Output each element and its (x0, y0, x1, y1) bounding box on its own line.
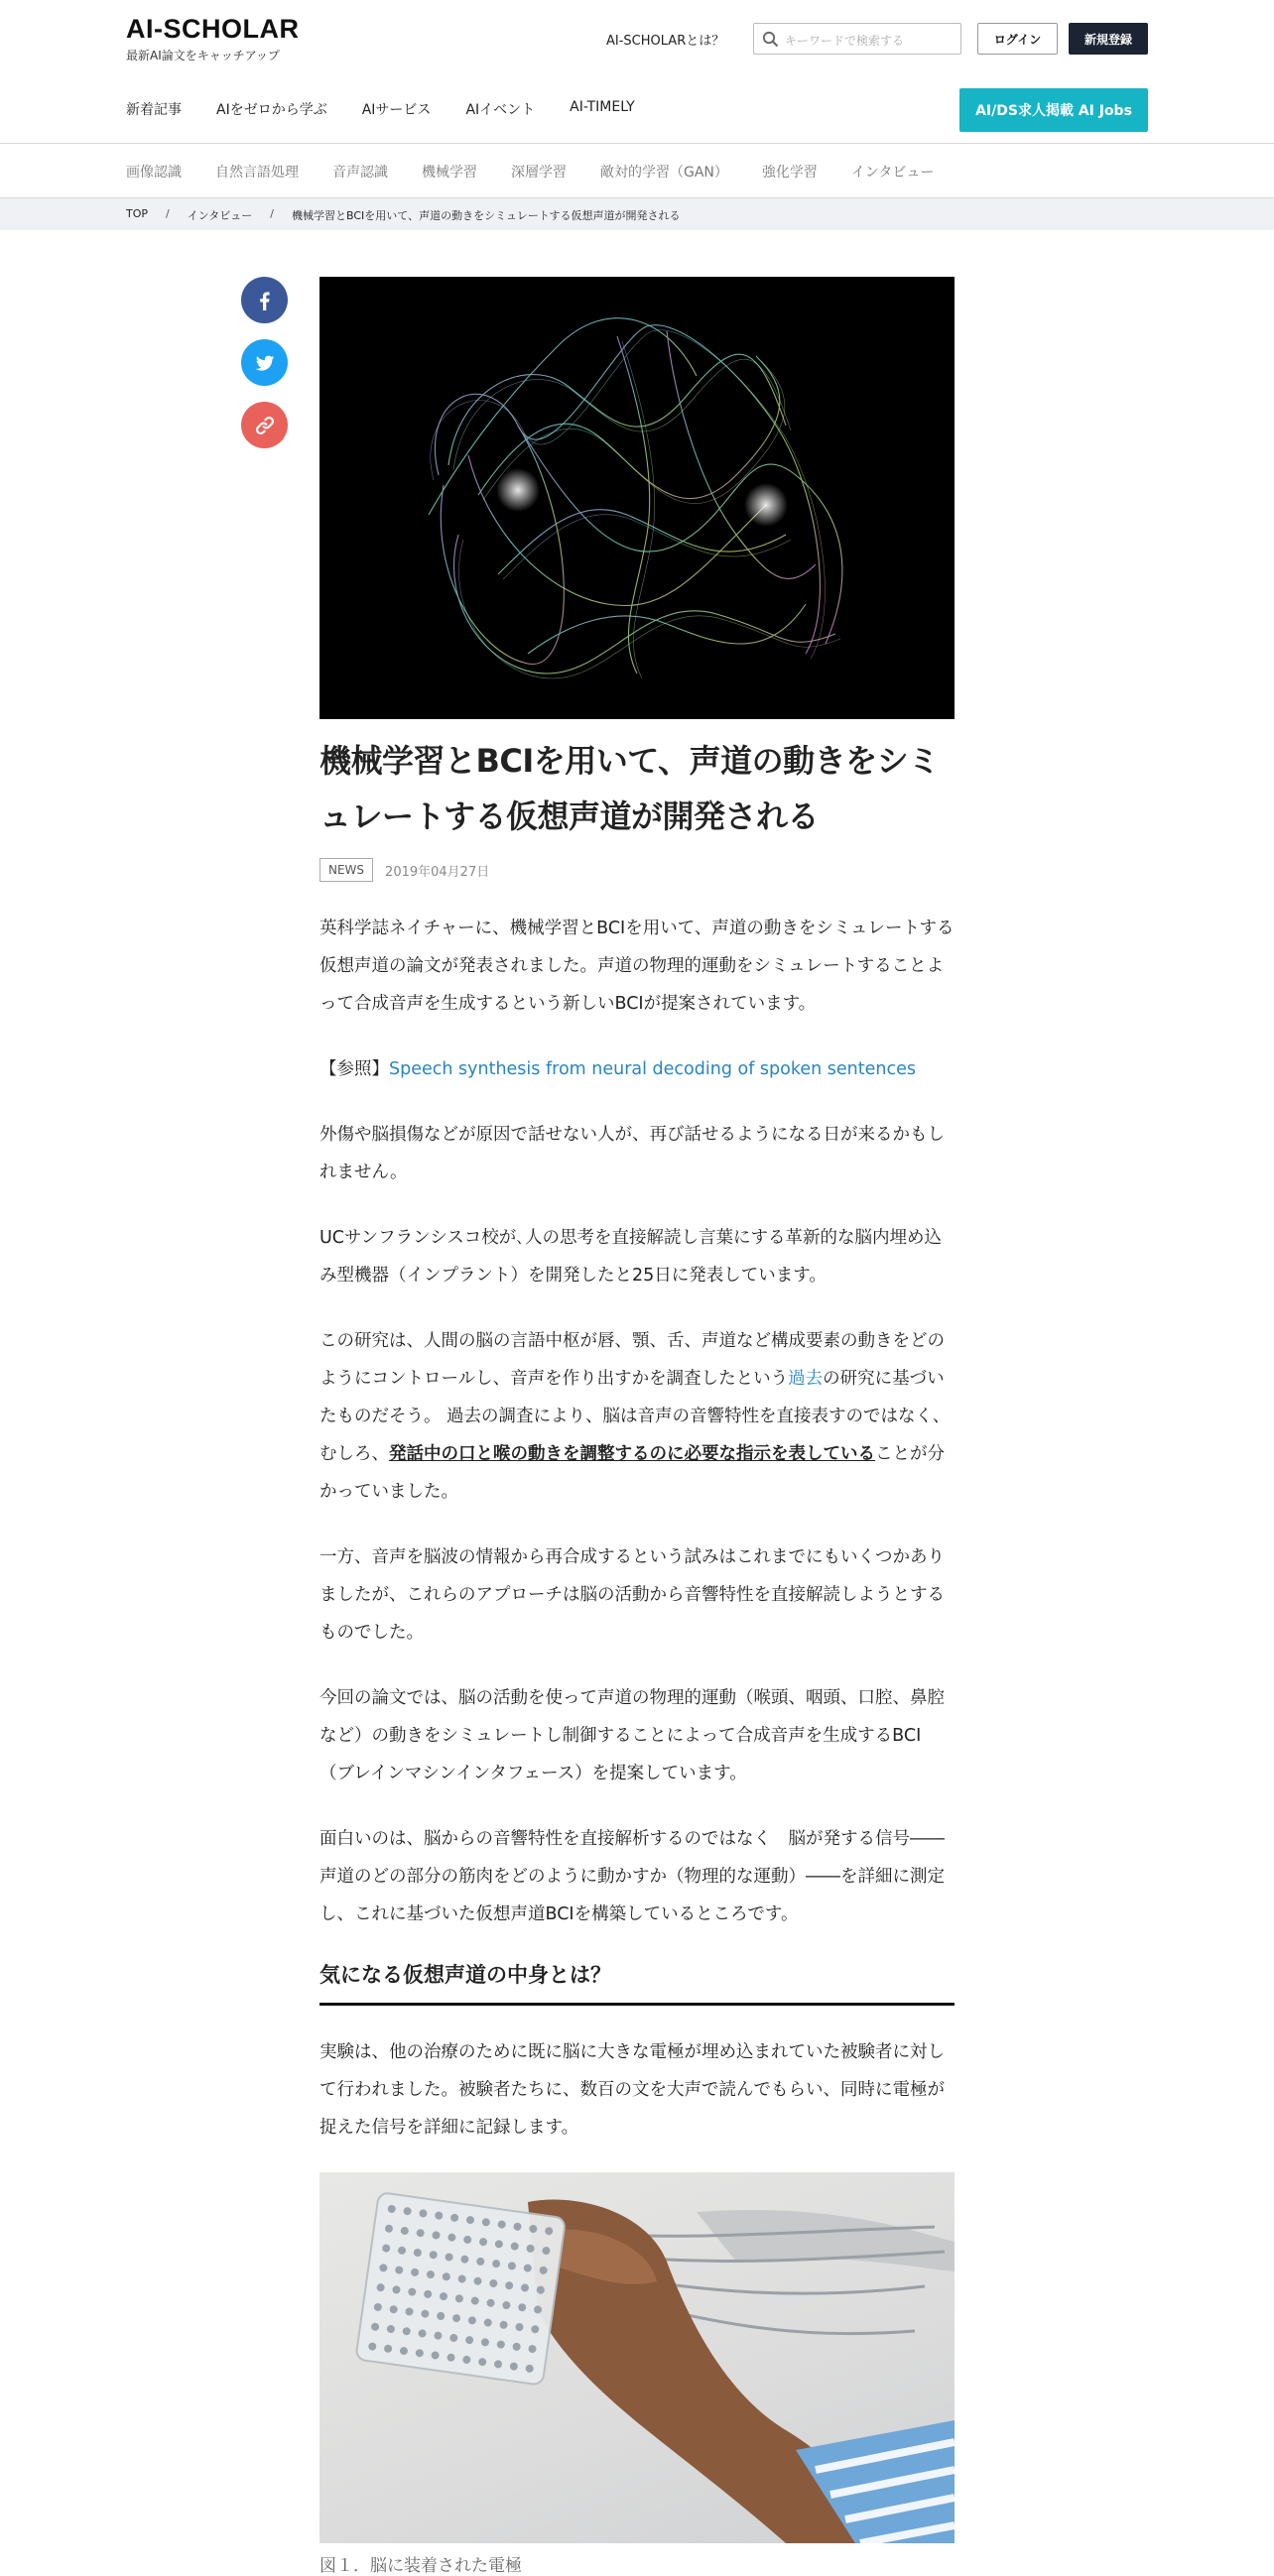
paragraph-4 (319, 1322, 955, 1511)
share-twitter-button[interactable] (241, 339, 288, 386)
share-facebook-button[interactable] (241, 277, 288, 323)
search-input[interactable] (753, 23, 961, 55)
nav-item-ai-services[interactable]: AIサービス (361, 102, 432, 118)
section-heading: 気になる仮想声道の中身とは？ (319, 1959, 955, 2006)
nav-item-ai-events[interactable]: AIイベント (465, 102, 536, 118)
category-nav (0, 145, 1274, 198)
reference-link[interactable]: Speech synthesis from neural decoding of spoken sentences (389, 1059, 916, 1079)
category-reinforcement-learning[interactable]: 強化学習 (761, 165, 818, 181)
electrode-photo (319, 2172, 955, 2543)
article-date: 2019年04月27日 (385, 864, 490, 880)
main-nav (126, 99, 670, 119)
twitter-icon (254, 352, 276, 374)
nav-item-ai-timely[interactable]: AI-TIMELY (570, 99, 635, 115)
hero-image (319, 277, 955, 719)
news-tag[interactable]: NEWS (319, 858, 373, 882)
category-image-recognition[interactable]: 画像認識 (126, 165, 182, 181)
paragraph-8: 実験は、他の治療のために既に脳に大きな電極が埋め込まれていた被験者に対して行われました。被験者たちに、数百の文を大声で読んでもらい、同時に電極が捉えた信号を詳細に記録します。 (319, 2042, 945, 2138)
paragraph-2: 外傷や脳損傷などが原因で話せない人が、再び話せるようになる日が来るかもしれません。 (319, 1125, 945, 1182)
search-icon (762, 31, 779, 48)
past-research-link[interactable]: 過去 (788, 1369, 824, 1389)
paragraph-7: 面白いのは、脳からの音響特性を直接解析するのではなく 脳が発する信号――声道のどの部分の筋肉をどのように動かすか（物理的な運動）――を詳細に測定し、これに基づいた仮想声道BCIを構築しているところです。 (319, 1829, 945, 1924)
breadcrumb-separator: / (270, 207, 275, 220)
category-interview[interactable]: インタビュー (850, 165, 935, 181)
breadcrumb-top[interactable]: TOP (126, 207, 149, 220)
breadcrumb-separator: / (166, 207, 170, 220)
category-nlp[interactable]: 自然言語処理 (215, 165, 299, 181)
search-placeholder: キーワードで検索する (785, 34, 905, 48)
ai-jobs-button[interactable]: AI/DS求人掲載 AI Jobs (959, 88, 1148, 132)
paragraph-5: 一方、音声を脳波の情報から再合成するという試みはこれまでにもいくつかありましたが、これらのアプローチは脳の活動から音響特性を直接解読しようとするものでした。 (319, 1547, 945, 1643)
category-machine-learning[interactable]: 機械学習 (422, 165, 477, 181)
category-speech-recognition[interactable]: 音声認識 (332, 165, 388, 181)
abstract-wave-illustration (319, 277, 955, 719)
paragraph-6: 今回の論文では、脳の活動を使って声道の物理的運動（喉頭、咽頭、口腔、鼻腔など）の動きをシミュレートし制御することによって合成音声を生成するBCI（ブレインマシンインタフェース）を提案しています。 (319, 1688, 945, 1783)
paragraph-1: 英科学誌ネイチャーに、機械学習とBCIを用いて、声道の動きをシミュレートする仮想声道の論文が発表されました。声道の物理的運動をシミュレートすることよって合成音声を生成するという新しいBCIが提案されています。 (319, 919, 955, 1014)
paragraph-4-part-b: の研究に基づいたものだそう。 過去の調査により、脳は音声の音響特性を直接表すのではなく、むしろ、 (319, 1369, 951, 1464)
signup-button[interactable]: 新規登録 (1069, 23, 1148, 55)
breadcrumb-current: 機械学習とBCIを用いて、声道の動きをシミュレートする仮想声道が開発される (292, 209, 681, 222)
breadcrumb-interview[interactable]: インタビュー (187, 209, 253, 222)
site-tagline: 最新AI論文をキャッチアップ (126, 49, 280, 62)
electrode-array-illustration (319, 2172, 955, 2543)
reference-label: 【参照】 (319, 1059, 389, 1079)
nav-item-new-articles[interactable]: 新着記事 (126, 102, 182, 118)
paragraph-3: UCサンフランシスコ校が､人の思考を直接解読し言葉にする革新的な脳内埋め込み型機器（インプラント）を開発したと25日に発表しています。 (319, 1228, 942, 1286)
paragraph-4-part-a: この研究は、人間の脳の言語中枢が唇、顎、舌、声道など構成要素の動きをどのようにコントロールし、音声を作り出すかを調査したという (319, 1331, 945, 1389)
share-link-button[interactable] (241, 402, 288, 448)
site-logo[interactable]: AI-SCHOLAR (126, 14, 300, 44)
article (319, 277, 955, 2576)
nav-item-learn-ai[interactable]: AIをゼロから学ぶ (216, 102, 327, 118)
emphasized-text: 発話中の口と喉の動きを調整するのに必要な指示を表している (389, 1444, 875, 1464)
article-meta (319, 858, 955, 882)
link-icon (254, 415, 276, 436)
article-title: 機械学習とBCIを用いて、声道の動きをシミュレートする仮想声道が開発される (319, 742, 940, 835)
category-deep-learning[interactable]: 深層学習 (511, 165, 567, 181)
reference-paragraph (319, 1050, 955, 1088)
category-gan[interactable]: 敵対的学習（GAN） (600, 165, 728, 181)
paragraph-4-part-c: ことが分かっていました。 (319, 1444, 945, 1502)
about-link[interactable]: AI-SCHOLARとは？ (606, 34, 725, 49)
photo-caption: 図１．脳に装着された電極 (319, 2556, 522, 2576)
facebook-icon (254, 290, 276, 311)
breadcrumb (0, 198, 1274, 230)
site-header (0, 0, 1274, 144)
login-button[interactable]: ログイン (977, 23, 1058, 55)
